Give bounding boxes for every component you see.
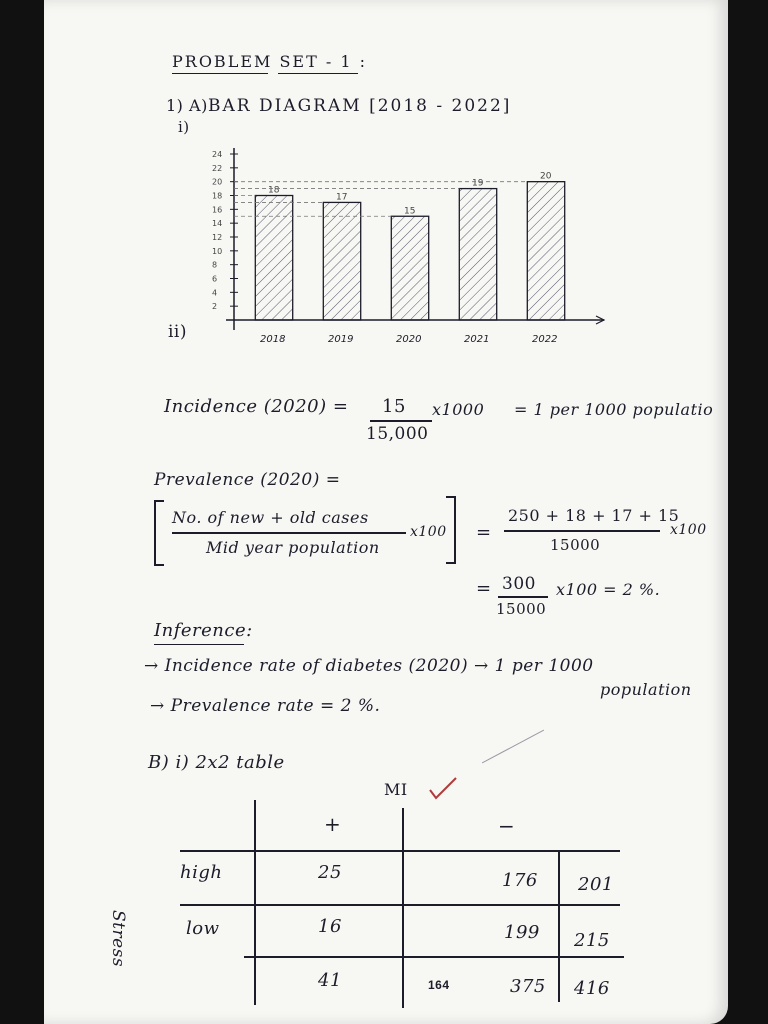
data-label: 15 <box>404 206 416 217</box>
bracket-right-bottom <box>446 562 456 564</box>
bracket-left-bottom <box>154 564 164 566</box>
y-tick-label: 8 <box>212 260 218 270</box>
data-label: 19 <box>472 178 484 189</box>
prevalence-300: 300 <box>502 574 536 594</box>
heading-underline <box>172 73 268 74</box>
table-vline <box>254 800 256 1005</box>
table-hline <box>244 956 624 958</box>
prevalence-heading: Prevalence (2020) = <box>154 470 341 490</box>
prevalence-sum-bar <box>504 530 660 532</box>
bar-2020 <box>391 216 428 320</box>
sub-ii-label: ii) <box>168 322 188 342</box>
bar-chart <box>174 140 614 350</box>
x-tick-label: 2019 <box>328 334 354 345</box>
bracket-left-top <box>154 500 164 502</box>
prevalence-result: x100 = 2 %. <box>556 580 661 599</box>
cell-low-total: 215 <box>574 930 610 951</box>
y-tick-label: 4 <box>212 288 218 298</box>
table-hline <box>180 904 620 906</box>
sub-i-label: i) <box>178 118 190 136</box>
grand-total: 416 <box>574 978 610 999</box>
incidence-denominator: 15,000 <box>366 424 429 444</box>
y-tick-label: 14 <box>212 219 223 229</box>
data-label: 17 <box>336 192 348 203</box>
cell-low-negative: 199 <box>504 922 540 943</box>
column-group-label: MI <box>384 780 408 799</box>
prevalence-300-denominator: 15000 <box>496 600 547 618</box>
part-a-label: 1) A) <box>166 96 208 115</box>
contingency-table <box>174 800 634 1010</box>
inference-line-2: → Prevalence rate = 2 %. <box>150 696 381 716</box>
prevalence-sum-denominator: 15000 <box>550 536 601 554</box>
cell-high-negative: 176 <box>502 870 538 891</box>
bar-2021 <box>459 189 496 320</box>
incidence-fraction-bar <box>370 420 432 422</box>
prevalence-sum: 250 + 18 + 17 + 15 <box>508 506 680 525</box>
bar-2022 <box>527 182 564 320</box>
x-tick-label: 2022 <box>532 334 558 345</box>
cell-high-total: 201 <box>578 874 614 895</box>
y-tick-label: 10 <box>212 246 223 256</box>
tick-mark-icon <box>426 774 460 802</box>
bar-2019 <box>323 202 360 320</box>
table-vline <box>558 852 560 1002</box>
table-hline <box>180 850 620 852</box>
col-header-negative: − <box>498 814 516 838</box>
data-label: 20 <box>540 171 552 182</box>
cell-low-positive: 16 <box>318 916 342 937</box>
bracket-right <box>454 496 456 564</box>
y-tick-label: 16 <box>212 205 223 215</box>
bracket-right-top <box>446 496 456 498</box>
incidence-multiplier: x1000 <box>432 400 485 419</box>
y-tick-label: 18 <box>212 191 223 201</box>
x-tick-label: 2018 <box>260 334 286 345</box>
page-number: 164 <box>428 978 450 992</box>
row-label-low: low <box>186 918 220 939</box>
prevalence-equals-2: = <box>476 578 492 599</box>
prevalence-sum-multiplier: x100 <box>670 522 707 538</box>
bar-diagram-title: BAR DIAGRAM [2018 - 2022] <box>208 96 512 116</box>
incidence-numerator: 15 <box>382 396 406 417</box>
table-vline <box>402 808 404 1008</box>
y-tick-label: 20 <box>212 177 223 187</box>
page-heading: PROBLEM SET - 1 : <box>172 52 368 71</box>
inference-line-1: → Incidence rate of diabetes (2020) → 1 per 1000 <box>144 656 594 676</box>
row-label-high: high <box>180 862 223 883</box>
x-tick-label: 2021 <box>464 334 490 345</box>
prevalence-fraction-bar <box>172 532 406 534</box>
incidence-lhs: Incidence (2020) = <box>164 396 349 417</box>
data-label: 18 <box>268 185 280 196</box>
cell-high-positive: 25 <box>318 862 342 883</box>
inference-heading: Inference: <box>154 620 253 641</box>
row-group-label: Stress <box>108 910 128 968</box>
prevalence-denominator: Mid year population <box>206 538 380 557</box>
prevalence-numerator: No. of new + old cases <box>172 508 369 527</box>
prevalence-equals: = <box>476 522 492 543</box>
incidence-result: = 1 per 1000 populatio <box>514 400 714 419</box>
x-tick-label: 2020 <box>396 334 422 345</box>
total-negative: 375 <box>510 976 546 997</box>
prevalence-multiplier: x100 <box>410 524 447 540</box>
inference-underline <box>154 644 244 645</box>
y-tick-label: 12 <box>212 233 223 242</box>
total-positive: 41 <box>318 970 342 991</box>
notebook-page <box>44 0 728 1024</box>
heading-underline <box>278 73 358 74</box>
bar-2018 <box>255 196 292 321</box>
pen-stroke <box>482 730 544 764</box>
inference-line-1b: population <box>600 680 692 699</box>
y-tick-label: 2 <box>212 302 218 312</box>
part-b-label: B) i) 2x2 table <box>148 752 285 773</box>
bracket-left <box>154 500 156 566</box>
col-header-positive: + <box>324 812 342 836</box>
y-tick-label: 6 <box>212 274 218 284</box>
prevalence-300-bar <box>498 596 548 598</box>
y-tick-label: 24 <box>212 150 223 159</box>
y-tick-label: 22 <box>212 163 223 173</box>
